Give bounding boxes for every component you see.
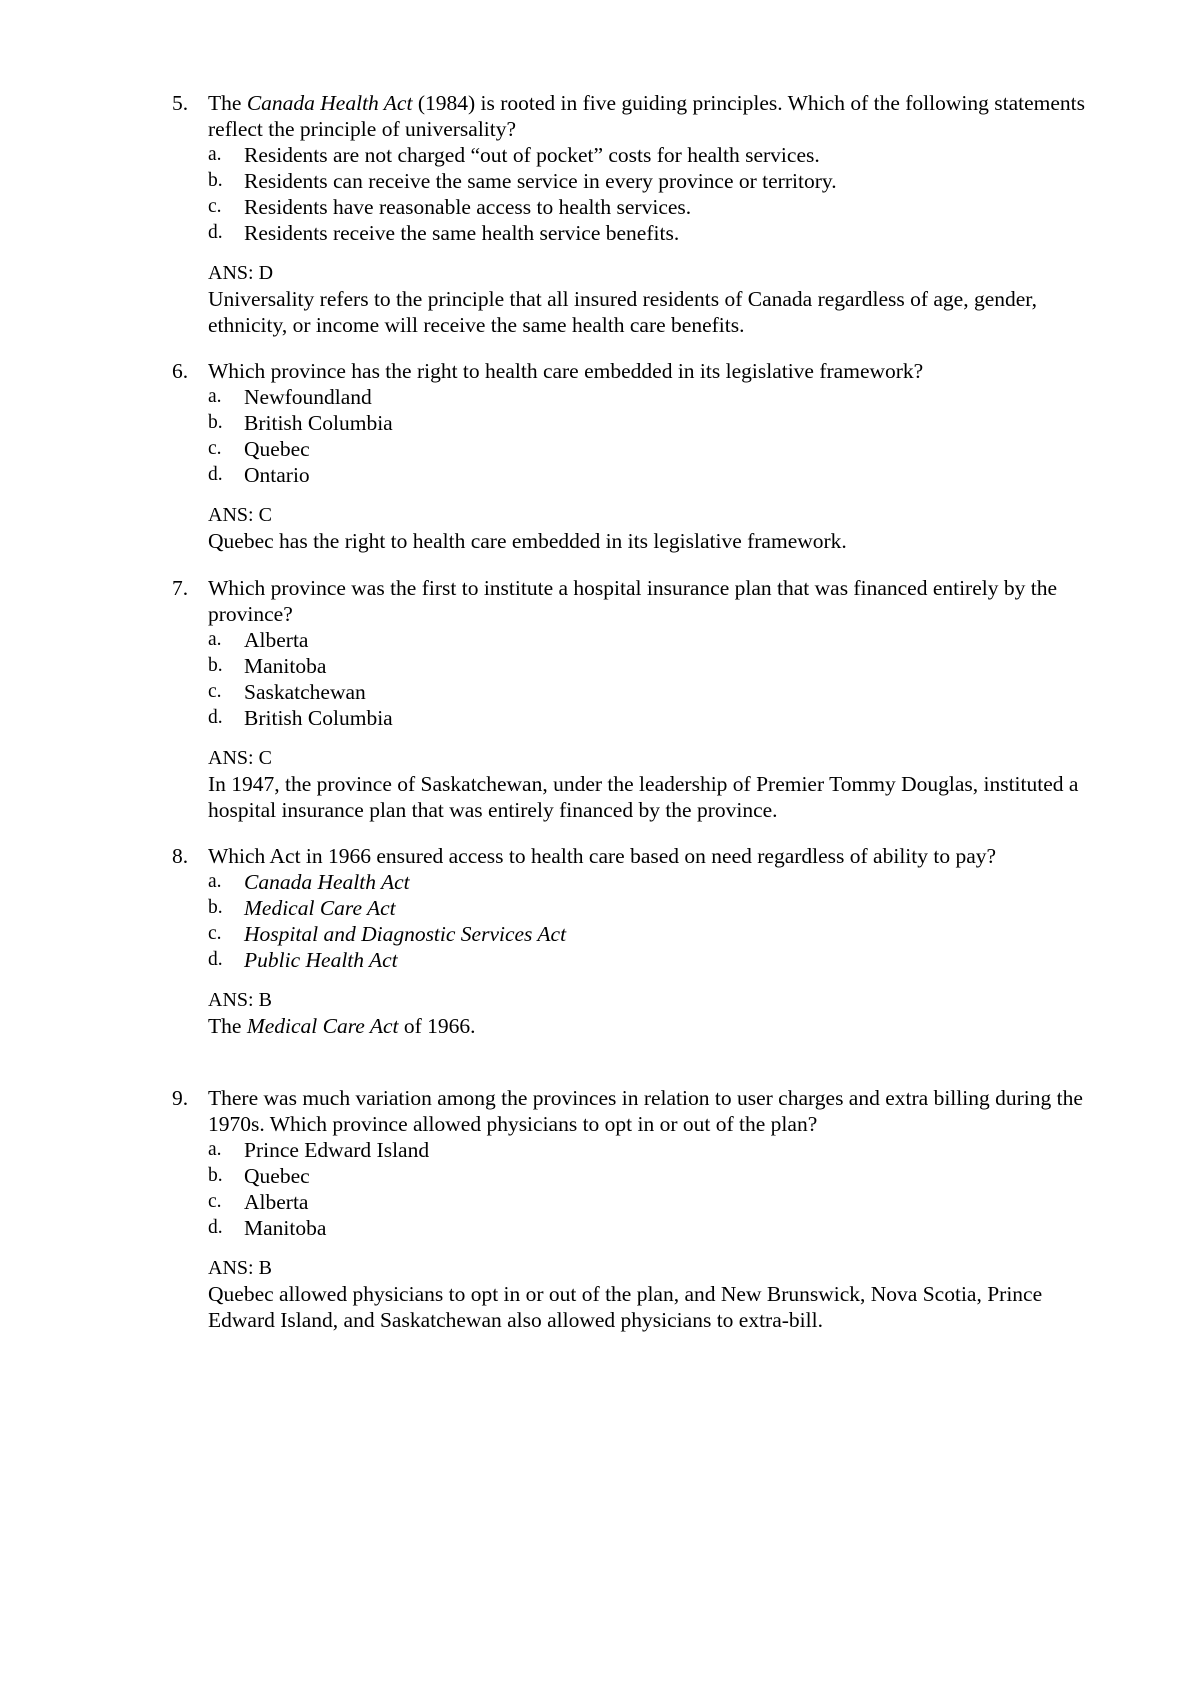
option-letter: d. [208, 949, 223, 970]
question-stem [172, 575, 1092, 627]
rationale-italic-text: Medical Care Act [246, 1014, 399, 1038]
option-a [172, 1137, 1092, 1163]
question-text [208, 575, 1092, 627]
rationale-text: Quebec allowed physicians to opt in or out of the plan, and New Brunswick, Nova Scotia, Prince Edward Island, and Saskatchewan also allowed physicians to extra-bill. [208, 1282, 1043, 1332]
question-text [208, 1085, 1092, 1137]
option-letter: a. [208, 629, 222, 650]
answer-rationale [208, 528, 1092, 554]
option-text: Hospital and Diagnostic Services Act [244, 922, 567, 946]
question-number: 8. [172, 844, 189, 868]
rationale-text: In 1947, the province of Saskatchewan, under the leadership of Premier Tommy Douglas, instituted a hospital insurance plan that was entirely financed by the province. [208, 772, 1079, 822]
rationale-text: The [208, 1014, 247, 1038]
answer-block [172, 987, 1092, 1039]
answer-rationale [208, 286, 1092, 338]
answer-block [172, 1255, 1092, 1333]
answer-rationale [208, 771, 1092, 823]
question-8 [172, 843, 1092, 1039]
answer-block [172, 502, 1092, 554]
option-b [172, 410, 1092, 436]
option-letter: c. [208, 923, 222, 944]
option-text: British Columbia [244, 706, 393, 730]
option-letter: a. [208, 871, 222, 892]
question-text [208, 90, 1092, 142]
option-d [172, 947, 1092, 973]
question-stem [172, 1085, 1092, 1137]
answer-block [172, 745, 1092, 823]
option-text: Prince Edward Island [244, 1138, 430, 1162]
stem-text: Which province was the first to institute a hospital insurance plan that was financed entirely by the province? [208, 576, 1057, 626]
question-9 [172, 1085, 1092, 1333]
stem-text: (1984) is rooted in five guiding principles. Which of the following statements reflect the principle of universality? [208, 91, 1085, 141]
option-d [172, 705, 1092, 731]
option-text: Quebec [244, 1164, 310, 1188]
option-d [172, 1215, 1092, 1241]
option-text: Manitoba [244, 1216, 327, 1240]
option-letter: c. [208, 196, 222, 217]
option-c [172, 436, 1092, 462]
option-letter: b. [208, 655, 223, 676]
option-letter: b. [208, 1165, 223, 1186]
option-text: Residents have reasonable access to health services. [244, 195, 692, 219]
option-a [172, 142, 1092, 168]
stem-italic-text: Canada Health Act [246, 91, 413, 115]
option-c [172, 921, 1092, 947]
option-b [172, 895, 1092, 921]
option-b [172, 653, 1092, 679]
question-7 [172, 575, 1092, 823]
answer-options [172, 869, 1092, 973]
stem-text: Which province has the right to health care embedded in its legislative framework? [208, 359, 924, 383]
option-text: Public Health Act [244, 948, 398, 972]
option-text: Residents can receive the same service in every province or territory. [244, 169, 837, 193]
question-number: 7. [172, 576, 189, 600]
question-number: 6. [172, 359, 189, 383]
option-letter: d. [208, 222, 223, 243]
option-letter: c. [208, 681, 222, 702]
stem-text: Which Act in 1966 ensured access to health care based on need regardless of ability to pay? [208, 844, 997, 868]
option-c [172, 679, 1092, 705]
option-text: Medical Care Act [244, 896, 396, 920]
question-number: 9. [172, 1086, 189, 1110]
question-number: 5. [172, 91, 189, 115]
answer-rationale [208, 1281, 1092, 1333]
option-text: Saskatchewan [244, 680, 366, 704]
question-stem [172, 843, 1092, 869]
answer-options [172, 627, 1092, 731]
option-text: Ontario [244, 463, 310, 487]
option-letter: a. [208, 386, 222, 407]
option-a [172, 869, 1092, 895]
option-letter: a. [208, 144, 222, 165]
answer-key: ANS: D [208, 262, 274, 284]
option-b [172, 168, 1092, 194]
option-letter: b. [208, 897, 223, 918]
option-text: Canada Health Act [244, 870, 410, 894]
rationale-text: of 1966. [398, 1014, 476, 1038]
option-c [172, 1189, 1092, 1215]
option-a [172, 627, 1092, 653]
option-text: Quebec [244, 437, 310, 461]
option-text: Alberta [244, 1190, 309, 1214]
option-text: Residents are not charged “out of pocket” costs for health services. [244, 143, 820, 167]
question-stem [172, 90, 1092, 142]
option-letter: b. [208, 170, 223, 191]
answer-options [172, 1137, 1092, 1241]
option-letter: b. [208, 412, 223, 433]
question-stem [172, 358, 1092, 384]
option-c [172, 194, 1092, 220]
option-b [172, 1163, 1092, 1189]
question-6 [172, 358, 1092, 554]
option-letter: d. [208, 1217, 223, 1238]
answer-key: ANS: C [208, 504, 272, 526]
option-text: British Columbia [244, 411, 393, 435]
stem-text: The [208, 91, 247, 115]
option-text: Newfoundland [244, 385, 372, 409]
answer-rationale [208, 1013, 1092, 1039]
answer-key: ANS: B [208, 1257, 272, 1279]
option-letter: c. [208, 1191, 222, 1212]
answer-options [172, 384, 1092, 488]
option-letter: a. [208, 1139, 222, 1160]
question-5 [172, 90, 1092, 338]
option-letter: d. [208, 464, 223, 485]
option-text: Alberta [244, 628, 309, 652]
answer-options [172, 142, 1092, 246]
question-text [208, 358, 1092, 384]
answer-block [172, 260, 1092, 338]
rationale-text: Quebec has the right to health care embedded in its legislative framework. [208, 529, 847, 553]
answer-key: ANS: B [208, 989, 272, 1011]
option-letter: d. [208, 707, 223, 728]
answer-key: ANS: C [208, 747, 272, 769]
option-a [172, 384, 1092, 410]
option-letter: c. [208, 438, 222, 459]
rationale-text: Universality refers to the principle that all insured residents of Canada regardless of age, gender, ethnicity, or income will receive the same health care benefits. [208, 287, 1037, 337]
option-d [172, 220, 1092, 246]
question-text [208, 843, 1092, 869]
stem-text: There was much variation among the provinces in relation to user charges and extra billing during the 1970s. Which province allowed physicians to opt in or out of the plan? [208, 1086, 1083, 1136]
option-d [172, 462, 1092, 488]
option-text: Manitoba [244, 654, 327, 678]
option-text: Residents receive the same health service benefits. [244, 221, 680, 245]
